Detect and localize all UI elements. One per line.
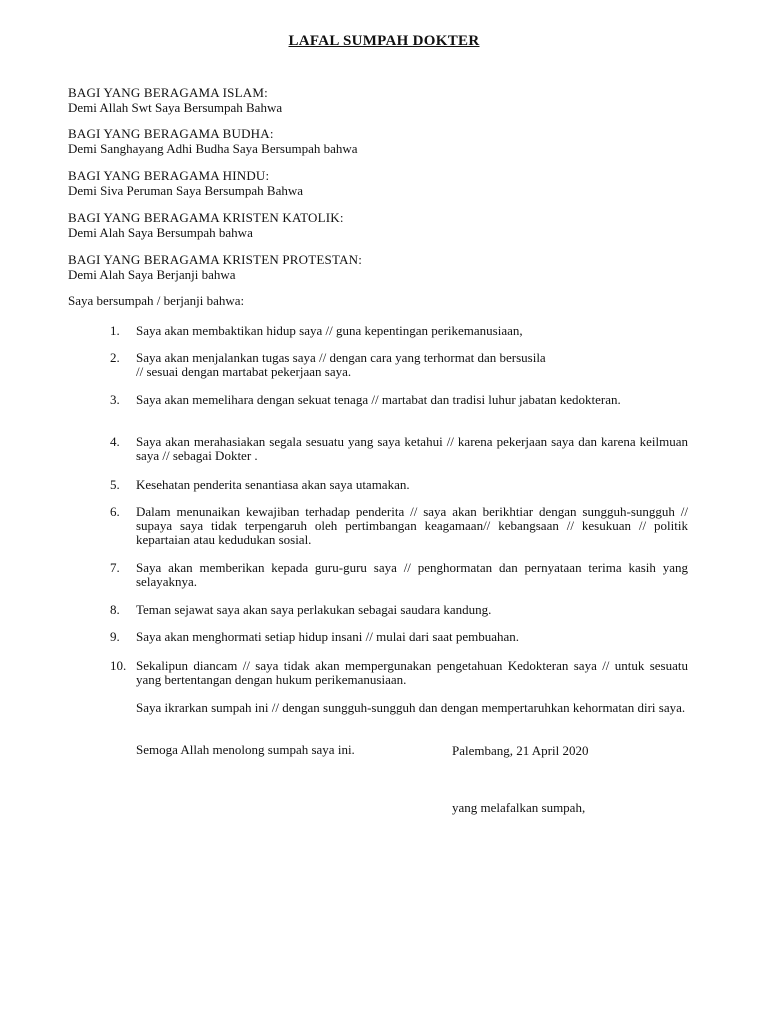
item-number: 1.: [110, 323, 120, 338]
religion-block-budha: [68, 126, 708, 156]
signatory-label: yang melafalkan sumpah,: [452, 800, 586, 815]
oath-intro: Saya bersumpah / berjanji bahwa:: [68, 293, 245, 308]
closing-pledge: Saya ikrarkan sumpah ini // dengan sungguh-sungguh dan dengan mempertaruhkan kehormatan diri saya.: [136, 700, 686, 715]
document-title: LAFAL SUMPAH DOKTER: [288, 33, 480, 49]
item-number: 9.: [110, 629, 120, 644]
religion-oath: Demi Siva Peruman Saya Bersumpah Bahwa: [68, 183, 304, 198]
religion-heading: BAGI YANG BERAGAMA KRISTEN KATOLIK:: [68, 210, 344, 225]
religion-block-katolik: [68, 210, 708, 240]
item-number: 3.: [110, 392, 120, 407]
religion-block-islam: [68, 85, 708, 115]
item-text: Saya akan merahasiakan segala sesuatu yang saya ketahui // karena pekerjaan saya dan karena keilmuan saya // sebagai Dokter .: [136, 434, 688, 463]
item-number: 6.: [110, 504, 120, 519]
item-text: Saya akan menghormati setiap hidup insani // mulai dari saat pembuahan.: [136, 629, 520, 644]
item-text: Teman sejawat saya akan saya perlakukan sebagai saudara kandung.: [136, 602, 492, 617]
closing-prayer: Semoga Allah menolong sumpah saya ini.: [136, 742, 355, 757]
item-number: 5.: [110, 477, 120, 492]
item-number: 7.: [110, 560, 120, 575]
religion-heading: BAGI YANG BERAGAMA KRISTEN PROTESTAN:: [68, 252, 363, 267]
item-number: 10.: [110, 658, 127, 673]
item-number: 8.: [110, 602, 120, 617]
religion-oath: Demi Alah Saya Bersumpah bahwa: [68, 225, 253, 240]
religion-oath: Demi Alah Saya Berjanji bahwa: [68, 267, 236, 282]
item-number: 4.: [110, 434, 120, 449]
religion-heading: BAGI YANG BERAGAMA BUDHA:: [68, 126, 274, 141]
religion-block-protestan: [68, 252, 708, 282]
item-text: Kesehatan penderita senantiasa akan saya utamakan.: [136, 477, 410, 492]
item-text: Saya akan memberikan kepada guru-guru saya // penghormatan dan pernyataan terima kasih yang selayaknya.: [136, 560, 688, 589]
item-text: Saya akan memelihara dengan sekuat tenaga // martabat dan tradisi luhur jabatan kedokteran.: [136, 392, 621, 407]
religion-oath: Demi Sanghayang Adhi Budha Saya Bersumpah bahwa: [68, 141, 358, 156]
item-text: Saya akan menjalankan tugas saya // dengan cara yang terhormat dan bersusila // sesuai dengan martabat pekerjaan saya.: [136, 350, 546, 379]
religion-heading: BAGI YANG BERAGAMA HINDU:: [68, 168, 270, 183]
item-text: Dalam menunaikan kewajiban terhadap penderita // saya akan berikhtiar dengan sungguh-sungguh // supaya saya tidak terpengaruh oleh pertimbangan keagamaan// kebangsaan // kesukuan // politik kepartaian atau kedudukan sosial.: [136, 504, 688, 547]
religion-oath: Demi Allah Swt Saya Bersumpah Bahwa: [68, 100, 283, 115]
item-number: 2.: [110, 350, 120, 365]
religion-block-hindu: [68, 168, 708, 198]
religion-heading: BAGI YANG BERAGAMA ISLAM:: [68, 85, 268, 100]
item-text: Saya akan membaktikan hidup saya // guna kepentingan perikemanusiaan,: [136, 323, 523, 338]
place-date: Palembang, 21 April 2020: [452, 743, 589, 758]
item-text: Sekalipun diancam // saya tidak akan mempergunakan pengetahuan Kedokteran saya // untuk sesuatu yang bertentangan dengan hukum perikemanusiaan.: [136, 658, 688, 687]
